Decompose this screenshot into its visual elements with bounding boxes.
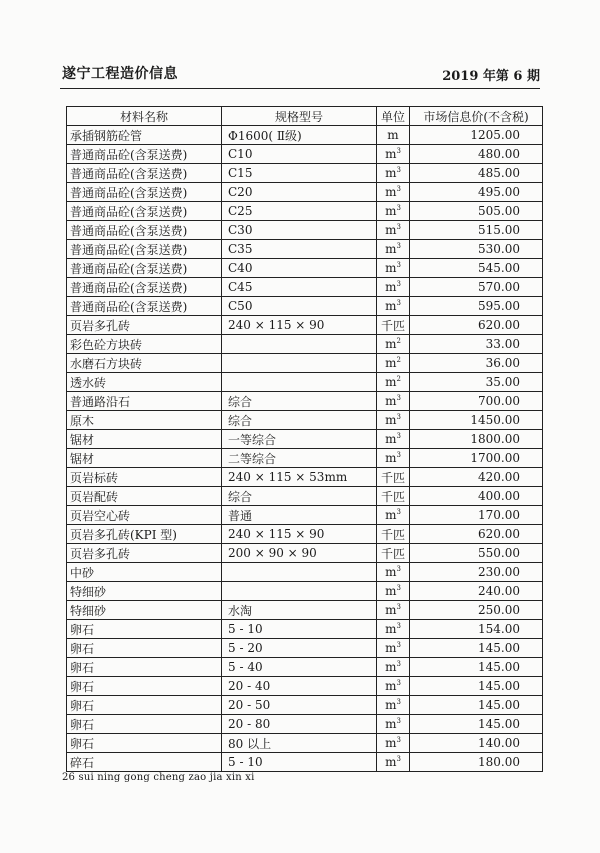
table-row	[67, 468, 543, 487]
price-cell: 145.00	[410, 658, 543, 677]
spec-cell	[222, 354, 377, 373]
unit-exponent: 3	[396, 717, 401, 725]
table-row	[67, 335, 543, 354]
unit-exponent: 3	[396, 394, 401, 402]
material-name-cell: 普通商品砼(含泵送费)	[67, 183, 222, 202]
unit-cell	[377, 392, 410, 411]
table-row	[67, 715, 543, 734]
unit-exponent: 3	[396, 641, 401, 649]
table-row	[67, 240, 543, 259]
material-name-cell: 卵石	[67, 696, 222, 715]
unit-exponent: 3	[396, 204, 401, 212]
unit-base: m	[385, 299, 397, 313]
table-row	[67, 430, 543, 449]
unit-cell	[377, 449, 410, 468]
unit-cell	[377, 373, 410, 392]
unit-base: m	[385, 261, 397, 275]
unit-base: m	[385, 223, 397, 237]
unit-cell	[377, 430, 410, 449]
material-name-cell: 页岩配砖	[67, 487, 222, 506]
unit-cell	[377, 487, 410, 506]
unit-exponent: 3	[396, 147, 401, 155]
unit-cell	[377, 658, 410, 677]
unit-base: m	[385, 584, 397, 598]
unit-cell	[377, 354, 410, 373]
table-row	[67, 677, 543, 696]
unit-cell	[377, 734, 410, 753]
material-name-cell: 承插钢筋砼管	[67, 126, 222, 145]
material-name-cell: 卵石	[67, 620, 222, 639]
unit-exponent: 3	[396, 299, 401, 307]
material-name-cell: 普通商品砼(含泵送费)	[67, 297, 222, 316]
spec-cell	[222, 335, 377, 354]
price-cell: 595.00	[410, 297, 543, 316]
table-row	[67, 373, 543, 392]
table-row	[67, 354, 543, 373]
price-cell: 35.00	[410, 373, 543, 392]
table-row	[67, 696, 543, 715]
table-row	[67, 392, 543, 411]
unit-exponent: 3	[396, 508, 401, 516]
table-row	[67, 487, 543, 506]
unit-base: m	[385, 204, 397, 218]
price-cell: 1450.00	[410, 411, 543, 430]
material-name-cell: 彩色砼方块砖	[67, 335, 222, 354]
material-name-cell: 页岩多孔砖	[67, 316, 222, 335]
unit-cell	[377, 240, 410, 259]
unit-base: m	[385, 185, 397, 199]
page-footer: 26 sui ning gong cheng zao jia xin xi	[62, 772, 255, 783]
price-cell: 250.00	[410, 601, 543, 620]
price-cell: 485.00	[410, 164, 543, 183]
unit-cell	[377, 126, 410, 145]
material-name-cell: 锯材	[67, 449, 222, 468]
spec-cell: 200 × 90 × 90	[222, 544, 377, 563]
material-name-cell: 普通商品砼(含泵送费)	[67, 278, 222, 297]
unit-cell	[377, 202, 410, 221]
unit-exponent: 3	[396, 280, 401, 288]
unit-cell	[377, 620, 410, 639]
unit-exponent: 3	[396, 413, 401, 421]
spec-cell: C25	[222, 202, 377, 221]
unit-base: m	[385, 603, 397, 617]
column-header-price: 市场信息价(不含税)	[410, 107, 543, 126]
table-header-row	[67, 107, 543, 126]
price-cell: 145.00	[410, 715, 543, 734]
material-name-cell: 锯材	[67, 430, 222, 449]
unit-exponent: 3	[396, 698, 401, 706]
unit-cell	[377, 145, 410, 164]
unit-exponent: 3	[396, 185, 401, 193]
column-header-unit: 单位	[377, 107, 410, 126]
price-cell: 170.00	[410, 506, 543, 525]
price-cell: 1800.00	[410, 430, 543, 449]
spec-cell	[222, 373, 377, 392]
table-row	[67, 145, 543, 164]
spec-cell: 水淘	[222, 601, 377, 620]
table-body	[67, 126, 543, 772]
unit-cell	[377, 563, 410, 582]
unit-exponent: 3	[396, 223, 401, 231]
spec-cell: C30	[222, 221, 377, 240]
unit-cell	[377, 221, 410, 240]
spec-cell: C40	[222, 259, 377, 278]
unit-base: m	[385, 717, 397, 731]
table-row	[67, 164, 543, 183]
spec-cell: C10	[222, 145, 377, 164]
unit-exponent: 2	[396, 356, 401, 364]
material-name-cell: 页岩多孔砖(KPI 型)	[67, 525, 222, 544]
material-name-cell: 卵石	[67, 715, 222, 734]
unit-exponent: 3	[396, 166, 401, 174]
table-row	[67, 316, 543, 335]
price-cell: 154.00	[410, 620, 543, 639]
spec-cell: 20 - 40	[222, 677, 377, 696]
unit-base: m	[385, 356, 397, 370]
table-row	[67, 506, 543, 525]
table-row	[67, 126, 543, 145]
unit-base: m	[385, 736, 397, 750]
price-cell: 240.00	[410, 582, 543, 601]
unit-base: m	[385, 641, 397, 655]
spec-cell: 20 - 80	[222, 715, 377, 734]
table-row	[67, 601, 543, 620]
unit-exponent: 3	[396, 622, 401, 630]
table-row	[67, 544, 543, 563]
table-row	[67, 297, 543, 316]
price-cell: 480.00	[410, 145, 543, 164]
unit-cell	[377, 259, 410, 278]
unit-cell	[377, 525, 410, 544]
spec-cell: 80 以上	[222, 734, 377, 753]
price-cell: 1700.00	[410, 449, 543, 468]
spec-cell: C45	[222, 278, 377, 297]
unit-cell	[377, 582, 410, 601]
price-cell: 530.00	[410, 240, 543, 259]
price-cell: 505.00	[410, 202, 543, 221]
unit-exponent: 3	[396, 736, 401, 744]
material-name-cell: 普通商品砼(含泵送费)	[67, 259, 222, 278]
price-cell: 36.00	[410, 354, 543, 373]
spec-cell: 5 - 10	[222, 620, 377, 639]
price-cell: 545.00	[410, 259, 543, 278]
table-row	[67, 259, 543, 278]
spec-cell: C50	[222, 297, 377, 316]
unit-base: m	[385, 166, 397, 180]
unit-base: m	[387, 128, 399, 142]
unit-cell	[377, 544, 410, 563]
unit-base: 千匹	[380, 318, 405, 333]
unit-exponent: 3	[396, 679, 401, 687]
unit-base: m	[385, 413, 397, 427]
unit-base: m	[385, 242, 397, 256]
unit-cell	[377, 601, 410, 620]
table-row	[67, 563, 543, 582]
price-cell: 570.00	[410, 278, 543, 297]
price-cell: 145.00	[410, 677, 543, 696]
unit-cell	[377, 164, 410, 183]
price-cell: 145.00	[410, 639, 543, 658]
unit-cell	[377, 468, 410, 487]
unit-base: 千匹	[380, 527, 405, 542]
issue-number: 2019 年第 6 期	[442, 69, 540, 84]
unit-exponent: 3	[396, 242, 401, 250]
material-name-cell: 透水砖	[67, 373, 222, 392]
unit-base: 千匹	[380, 470, 405, 485]
unit-exponent: 3	[396, 755, 401, 763]
table-row	[67, 639, 543, 658]
spec-cell: 5 - 10	[222, 753, 377, 772]
unit-cell	[377, 297, 410, 316]
table-row	[67, 734, 543, 753]
unit-exponent: 3	[396, 261, 401, 269]
material-name-cell: 普通商品砼(含泵送费)	[67, 145, 222, 164]
unit-base: m	[385, 698, 397, 712]
unit-cell	[377, 183, 410, 202]
unit-exponent: 3	[396, 603, 401, 611]
unit-cell	[377, 278, 410, 297]
price-cell: 1205.00	[410, 126, 543, 145]
unit-cell	[377, 411, 410, 430]
material-name-cell: 水磨石方块砖	[67, 354, 222, 373]
table-row	[67, 202, 543, 221]
table-row	[67, 221, 543, 240]
price-cell: 400.00	[410, 487, 543, 506]
unit-exponent: 3	[396, 565, 401, 573]
unit-cell	[377, 696, 410, 715]
spec-cell: 二等综合	[222, 449, 377, 468]
unit-cell	[377, 639, 410, 658]
material-name-cell: 普通商品砼(含泵送费)	[67, 164, 222, 183]
material-name-cell: 卵石	[67, 734, 222, 753]
table-row	[67, 582, 543, 601]
material-name-cell: 普通商品砼(含泵送费)	[67, 202, 222, 221]
table-row	[67, 449, 543, 468]
unit-base: 千匹	[380, 489, 405, 504]
unit-base: m	[385, 565, 397, 579]
price-cell: 230.00	[410, 563, 543, 582]
unit-exponent: 3	[396, 660, 401, 668]
unit-cell	[377, 753, 410, 772]
table-row	[67, 620, 543, 639]
material-name-cell: 页岩标砖	[67, 468, 222, 487]
column-header-name: 材料名称	[67, 107, 222, 126]
price-cell: 550.00	[410, 544, 543, 563]
unit-base: m	[385, 755, 397, 769]
material-name-cell: 普通商品砼(含泵送费)	[67, 221, 222, 240]
spec-cell: 240 × 115 × 90	[222, 316, 377, 335]
unit-cell	[377, 506, 410, 525]
unit-exponent: 3	[396, 451, 401, 459]
unit-base: m	[385, 337, 397, 351]
unit-base: m	[385, 622, 397, 636]
material-name-cell: 卵石	[67, 658, 222, 677]
unit-cell	[377, 677, 410, 696]
material-name-cell: 原木	[67, 411, 222, 430]
unit-base: m	[385, 394, 397, 408]
unit-cell	[377, 715, 410, 734]
price-cell: 33.00	[410, 335, 543, 354]
unit-base: m	[385, 375, 397, 389]
table-row	[67, 183, 543, 202]
price-cell: 180.00	[410, 753, 543, 772]
price-cell: 495.00	[410, 183, 543, 202]
unit-exponent: 3	[396, 432, 401, 440]
unit-base: 千匹	[380, 546, 405, 561]
unit-base: m	[385, 280, 397, 294]
unit-cell	[377, 335, 410, 354]
spec-cell: C35	[222, 240, 377, 259]
spec-cell: 20 - 50	[222, 696, 377, 715]
price-table	[66, 106, 543, 772]
price-cell: 620.00	[410, 316, 543, 335]
material-name-cell: 卵石	[67, 677, 222, 696]
price-cell: 620.00	[410, 525, 543, 544]
unit-base: m	[385, 660, 397, 674]
material-name-cell: 特细砂	[67, 582, 222, 601]
price-cell: 700.00	[410, 392, 543, 411]
unit-exponent: 3	[396, 584, 401, 592]
column-header-spec: 规格型号	[222, 107, 377, 126]
unit-base: m	[385, 432, 397, 446]
material-name-cell: 特细砂	[67, 601, 222, 620]
table-row	[67, 658, 543, 677]
spec-cell: 综合	[222, 487, 377, 506]
spec-cell	[222, 582, 377, 601]
material-name-cell: 卵石	[67, 639, 222, 658]
unit-cell	[377, 316, 410, 335]
table-row	[67, 278, 543, 297]
header-rule	[60, 88, 540, 89]
spec-cell: 5 - 20	[222, 639, 377, 658]
price-cell: 140.00	[410, 734, 543, 753]
material-name-cell: 中砂	[67, 563, 222, 582]
unit-base: m	[385, 147, 397, 161]
spec-cell: C15	[222, 164, 377, 183]
spec-cell: 240 × 115 × 90	[222, 525, 377, 544]
unit-exponent: 2	[396, 375, 401, 383]
unit-base: m	[385, 679, 397, 693]
table-row	[67, 411, 543, 430]
material-name-cell: 碎石	[67, 753, 222, 772]
spec-cell: 综合	[222, 411, 377, 430]
spec-cell: C20	[222, 183, 377, 202]
unit-base: m	[385, 451, 397, 465]
publication-title: 遂宁工程造价信息	[62, 66, 178, 82]
price-cell: 420.00	[410, 468, 543, 487]
spec-cell: 一等综合	[222, 430, 377, 449]
table-row	[67, 525, 543, 544]
spec-cell: Φ1600( Ⅱ级)	[222, 126, 377, 145]
material-name-cell: 普通路沿石	[67, 392, 222, 411]
spec-cell: 综合	[222, 392, 377, 411]
material-name-cell: 页岩空心砖	[67, 506, 222, 525]
price-cell: 145.00	[410, 696, 543, 715]
material-name-cell: 页岩多孔砖	[67, 544, 222, 563]
unit-base: m	[385, 508, 397, 522]
table-row	[67, 753, 543, 772]
spec-cell: 普通	[222, 506, 377, 525]
unit-exponent: 2	[396, 337, 401, 345]
spec-cell: 5 - 40	[222, 658, 377, 677]
material-name-cell: 普通商品砼(含泵送费)	[67, 240, 222, 259]
price-cell: 515.00	[410, 221, 543, 240]
spec-cell	[222, 563, 377, 582]
spec-cell: 240 × 115 × 53mm	[222, 468, 377, 487]
